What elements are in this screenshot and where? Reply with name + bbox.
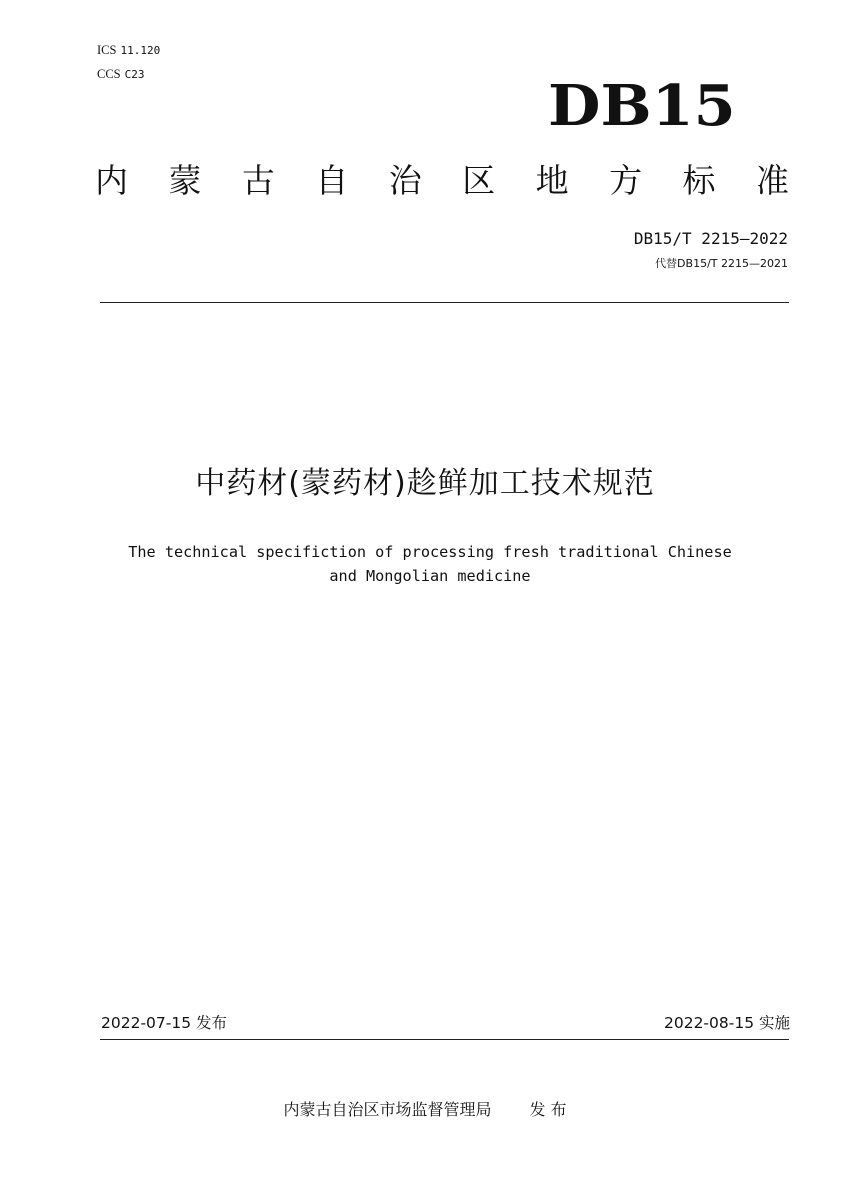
- ccs-classification: [97, 68, 145, 81]
- standard-type-heading: [95, 161, 789, 200]
- issuing-authority: [0, 1102, 850, 1118]
- standard-type-char: 古: [241, 161, 275, 200]
- implementation-date: 2022-08-15 实施: [663, 1014, 790, 1032]
- standard-type-char: 自: [315, 161, 349, 200]
- ics-label: ICS: [97, 43, 117, 57]
- standard-type-char: 准: [755, 161, 789, 200]
- standard-type-char: 内: [95, 161, 128, 200]
- ics-classification: [97, 44, 160, 57]
- standard-type-char: 地: [535, 161, 569, 200]
- title-english-line: and Mongolian medicine: [329, 567, 531, 585]
- footer-divider: [100, 1039, 789, 1040]
- issuer-action: 发 布: [529, 1100, 567, 1119]
- standard-type-char: 区: [462, 161, 496, 200]
- header-divider: [100, 302, 789, 303]
- title-english-line: The technical specifiction of processing fresh traditional Chinese: [128, 543, 732, 561]
- standard-type-char: 方: [609, 161, 643, 200]
- ccs-label: CCS: [97, 67, 121, 81]
- document-title-english: [60, 540, 800, 588]
- ics-code: 11.120: [120, 44, 161, 57]
- issue-date: 2022-07-15 发布: [101, 1014, 228, 1032]
- standard-type-char: 治: [388, 161, 422, 200]
- document-title-chinese: 中药材(蒙药材)趁鲜加工技术规范: [195, 466, 655, 501]
- issuer-name: 内蒙古自治区市场监督管理局: [283, 1100, 492, 1119]
- standard-number: DB15/T 2215—2022: [633, 229, 788, 248]
- standard-type-char: 标: [682, 161, 716, 200]
- standard-type-char: 蒙: [168, 161, 202, 200]
- ccs-code: C23: [124, 68, 145, 81]
- replaces-standard: 代替DB15/T 2215—2021: [655, 257, 788, 270]
- standard-mark: DB15: [548, 73, 736, 139]
